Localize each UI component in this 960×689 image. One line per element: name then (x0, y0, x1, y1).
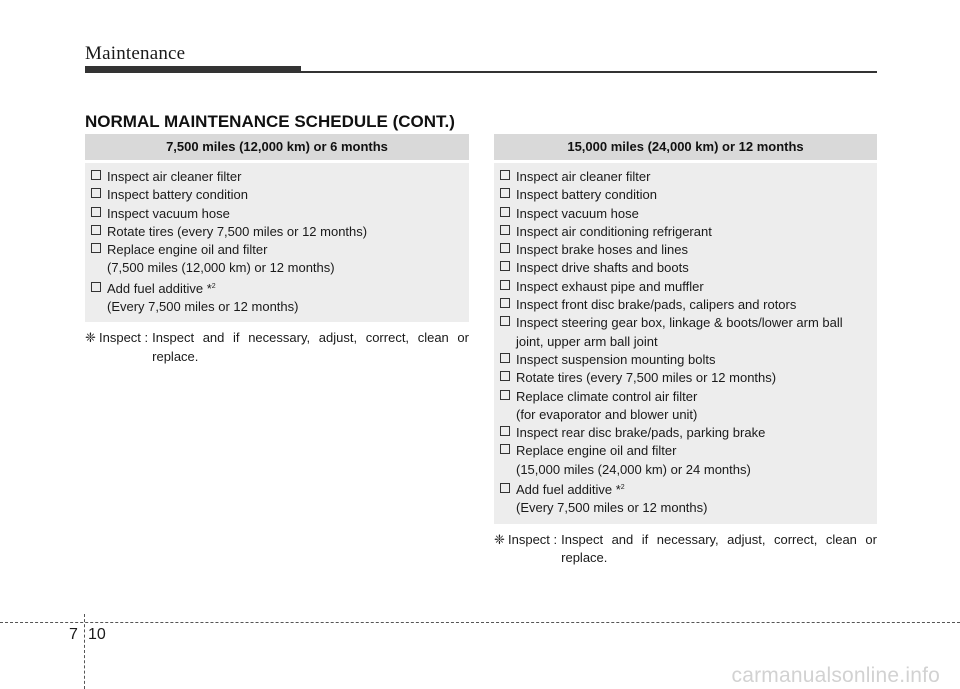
checklist-item-text (516, 278, 704, 296)
checklist-item-label: Inspect exhaust pipe and muffler (516, 278, 704, 294)
checklist-item (494, 168, 877, 186)
checkbox-icon (500, 170, 510, 180)
checklist-item-label: Inspect drive shafts and boots (516, 260, 689, 276)
footnote-marker: 2 (620, 484, 625, 492)
checklist-item-label: Inspect air cleaner filter (516, 169, 651, 184)
checklist-item-text (516, 168, 650, 186)
checkbox-icon (500, 371, 510, 381)
checklist-item-label: Inspect air cleaner filter (107, 169, 242, 184)
checklist-item-label: Inspect vacuum hose (107, 205, 230, 221)
checklist-item-text (516, 388, 697, 406)
checklist-item-text (107, 186, 248, 204)
checkbox-icon (500, 483, 510, 493)
checklist-item (494, 259, 877, 277)
header-title: Maintenance (85, 43, 186, 64)
checkbox-icon (500, 444, 510, 454)
checklist-item (85, 205, 469, 223)
checklist-item-text (516, 479, 625, 499)
checklist-item (494, 223, 877, 241)
note-text: Inspect and if necessary, adjust, correct, clean or replace. (561, 531, 877, 565)
schedule-panel-7500 (85, 134, 469, 366)
checklist-item-continuation: joint, upper arm ball joint (516, 333, 658, 349)
checkbox-icon (91, 282, 101, 292)
checklist-item (494, 314, 877, 332)
checkbox-icon (91, 170, 101, 180)
checklist-item-text (107, 205, 230, 223)
checkbox-icon (500, 298, 510, 308)
checkbox-icon (500, 280, 510, 290)
checklist-item-text (516, 424, 765, 442)
checklist-item-label: Inspect battery condition (516, 187, 657, 203)
checklist-item-text (516, 186, 657, 204)
page-number: 10 (88, 626, 106, 643)
checklist-item-text (516, 296, 796, 314)
checklist-item-text (516, 442, 676, 460)
inspect-note (494, 531, 877, 568)
checklist-item-label: Inspect brake hoses and lines (516, 242, 688, 258)
checkbox-icon (500, 188, 510, 198)
checklist-item-label: Replace engine oil and filter (107, 242, 268, 258)
checklist-item (85, 278, 469, 298)
footnote-marker: 2 (211, 282, 216, 290)
checklist-item (494, 388, 877, 406)
checklist-item-label: Inspect air conditioning refrigerant (516, 223, 712, 239)
inspect-note (85, 329, 469, 366)
checklist-item-label: Inspect vacuum hose (516, 205, 639, 221)
panel-heading: 15,000 miles (24,000 km) or 12 months (494, 134, 877, 160)
footer-divider (0, 622, 960, 623)
checklist-item-label: Replace engine oil and filter (516, 443, 677, 459)
checkbox-icon (500, 316, 510, 326)
checklist-item (494, 369, 877, 387)
checklist-item-label: Inspect rear disc brake/pads, parking brake (516, 425, 766, 441)
checklist (494, 163, 877, 524)
checklist-item (494, 186, 877, 204)
checklist-item-label: Inspect steering gear box, linkage & boots/lower arm ball (516, 315, 843, 331)
checkbox-icon (500, 225, 510, 235)
checklist-item (85, 223, 469, 241)
checkbox-icon (500, 426, 510, 436)
note-symbol-icon: ❈ (494, 531, 505, 547)
checklist-item-text (516, 259, 689, 277)
checklist-item-text (107, 278, 216, 298)
checkbox-icon (500, 261, 510, 271)
checkbox-icon (91, 188, 101, 198)
checklist-item-label: Add fuel additive * (107, 280, 212, 296)
checklist-item-text (516, 205, 639, 223)
footer-vertical-divider (84, 614, 85, 689)
checklist-item (494, 424, 877, 442)
note-key: Inspect : (508, 531, 558, 547)
chapter-number: 7 (69, 626, 78, 643)
checklist-item (494, 241, 877, 259)
checklist-item-label: Rotate tires (every 7,500 miles or 12 months) (107, 223, 368, 239)
checklist-item-text (516, 223, 712, 241)
checklist-item-text (107, 168, 241, 186)
checklist-item (494, 351, 877, 369)
panel-heading: 7,500 miles (12,000 km) or 6 months (85, 134, 469, 160)
checklist-item-text (516, 241, 688, 259)
checkbox-icon (91, 207, 101, 217)
checklist-item-label: Rotate tires (every 7,500 miles or 12 months) (516, 370, 777, 386)
schedule-panel-15000 (494, 134, 877, 567)
checklist-item (494, 278, 877, 296)
checklist-item (85, 186, 469, 204)
checklist-item (85, 241, 469, 259)
checklist-item-text (107, 223, 367, 241)
checklist-item-continuation: (7,500 miles (12,000 km) or 12 months) (107, 260, 335, 276)
note-key: Inspect : (99, 330, 149, 346)
checklist-item-label: Inspect front disc brake/pads, calipers and rotors (516, 297, 797, 313)
checklist-item-continuation: (15,000 miles (24,000 km) or 24 months) (516, 461, 751, 477)
header-rule-thick (85, 66, 301, 73)
checkbox-icon (91, 243, 101, 253)
checklist-item-label: Replace climate control air filter (516, 388, 698, 404)
checklist-item-label: Inspect suspension mounting bolts (516, 351, 716, 367)
checklist-item (494, 296, 877, 314)
checklist-item-text (516, 314, 843, 332)
checklist-item (494, 442, 877, 460)
checklist-item-continuation: (Every 7,500 miles or 12 months) (107, 299, 299, 315)
checklist-item-text (516, 351, 715, 369)
checklist-item-continuation: (Every 7,500 miles or 12 months) (516, 500, 708, 516)
checklist-item-continuation: (for evaporator and blower unit) (516, 406, 698, 422)
checklist-item-label: Add fuel additive * (516, 482, 621, 498)
checkbox-icon (500, 243, 510, 253)
header-rule-thin (301, 71, 877, 73)
checklist-item-text (107, 241, 267, 259)
checkbox-icon (91, 225, 101, 235)
checklist-item (85, 168, 469, 186)
checklist-item-text (516, 369, 776, 387)
section-title: NORMAL MAINTENANCE SCHEDULE (CONT.) (85, 112, 455, 131)
checklist-item (494, 205, 877, 223)
note-symbol-icon: ❈ (85, 330, 96, 346)
note-text: Inspect and if necessary, adjust, correct, clean or replace. (152, 330, 469, 364)
checklist-item (494, 479, 877, 499)
checklist-item-label: Inspect battery condition (107, 187, 248, 203)
checkbox-icon (500, 207, 510, 217)
checkbox-icon (500, 353, 510, 363)
checklist (85, 163, 469, 322)
checkbox-icon (500, 390, 510, 400)
watermark: carmanualsonline.info (731, 664, 940, 687)
